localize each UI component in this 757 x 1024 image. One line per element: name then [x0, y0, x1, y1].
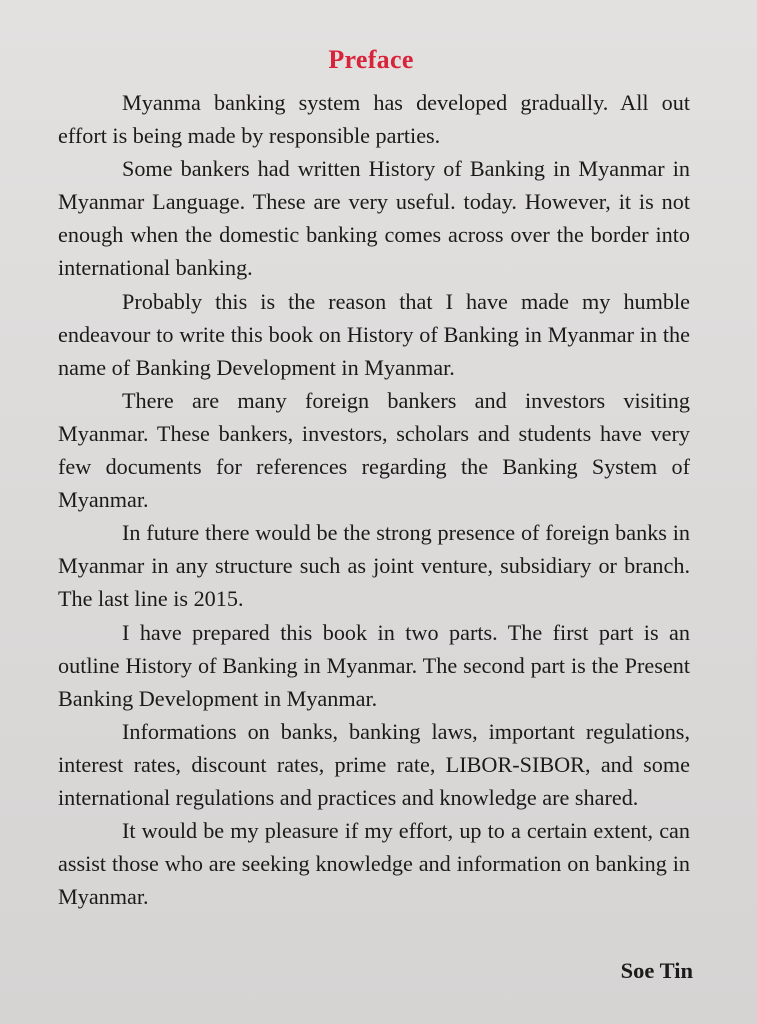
preface-body: [58, 86, 690, 913]
paragraph-1: Myanma banking system has developed gradually. All out effort is being made by responsible parties.: [58, 90, 690, 149]
paragraph-4: There are many foreign bankers and investors visiting Myanmar. These bankers, investors, scholars and students have very few documents for references regarding the Banking System of Myanmar.: [58, 387, 690, 513]
paragraph-5: In future there would be the strong presence of foreign banks in Myanmar in any structure such as joint venture, subsidiary or branch. The last line is 2015.: [58, 520, 690, 612]
page-title: Preface: [328, 45, 414, 75]
author-signature: Soe Tin: [620, 958, 693, 983]
paragraph-6: I have prepared this book in two parts. The first part is an outline History of Banking in Myanmar. The second part is the Present Banking Development in Myanmar.: [58, 619, 690, 711]
paragraph-7: Informations on banks, banking laws, important regulations, interest rates, discount rates, prime rate, LIBOR-SIBOR, and some international regulations and practices and knowledge are shared.: [58, 718, 690, 810]
paragraph-8: It would be my pleasure if my effort, up to a certain extent, can assist those who are seeking knowledge and information on banking in Myanmar.: [58, 818, 690, 910]
paragraph-3: Probably this is the reason that I have made my humble endeavour to write this book on History of Banking in Myanmar in the name of Banking Development in Myanmar.: [58, 288, 690, 380]
paragraph-2: Some bankers had written History of Banking in Myanmar in Myanmar Language. These are very useful. today. However, it is not enough when the domestic banking comes across over the border into international banking.: [58, 156, 690, 281]
